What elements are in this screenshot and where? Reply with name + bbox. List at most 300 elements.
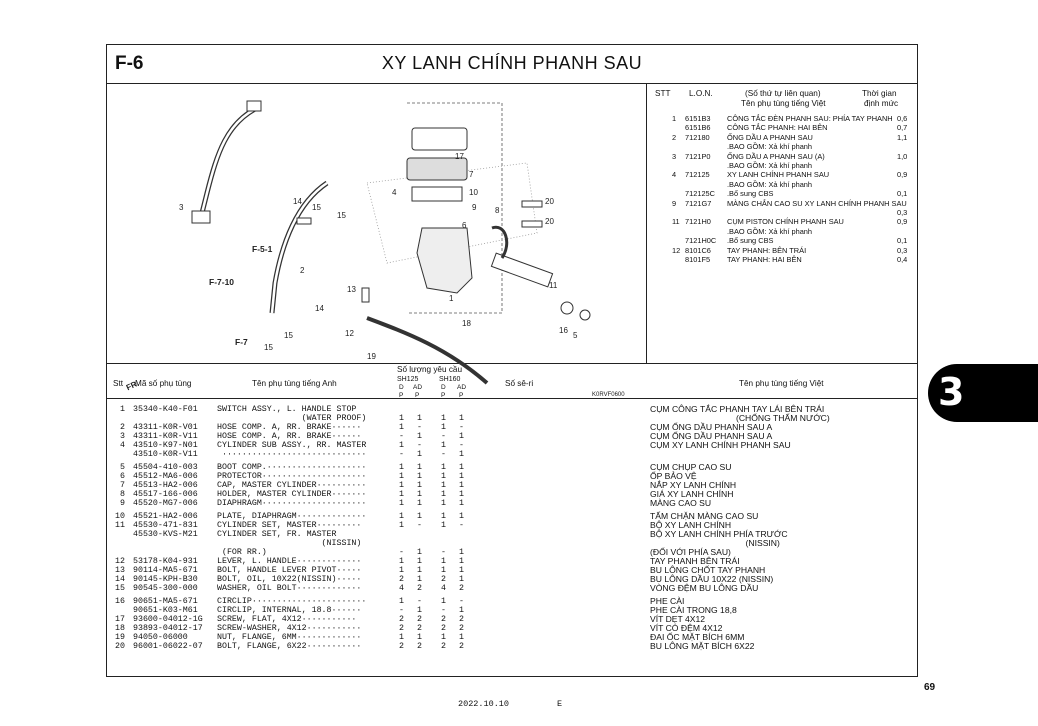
row-stt: 18 <box>115 624 125 633</box>
pivot-bolt-13 <box>362 288 369 302</box>
legend-row <box>647 161 917 170</box>
row-qty: 2 <box>459 642 464 651</box>
row-qty: 1 <box>399 512 404 521</box>
row-english-name: PLATE, DIAPHRAGM·············· <box>217 512 367 521</box>
row-english-name: CIRCLIP, INTERNAL, 18.8······ <box>217 606 362 615</box>
row-part-no: 90545-300-000 <box>133 584 198 593</box>
bolt-20b <box>522 221 542 227</box>
legend-lon: 8101F5 <box>685 255 711 264</box>
row-qty: - <box>399 548 404 557</box>
holder-8 <box>492 227 507 258</box>
row-vietnamese-name: MÀNG CAO SU <box>650 498 712 508</box>
row-stt: 9 <box>120 499 125 508</box>
cap-7 <box>412 128 467 150</box>
row-qty: 1 <box>417 463 422 472</box>
oil-bolt-14 <box>297 218 311 224</box>
row-stt: 5 <box>120 463 125 472</box>
legend-lon: 7121H0 <box>685 217 711 227</box>
section-tab <box>928 364 1038 422</box>
labor-legend <box>647 83 917 364</box>
table-row <box>107 548 917 557</box>
ref-f-7: F-7 <box>235 337 248 347</box>
table-row <box>107 432 917 441</box>
legend-time: 0,9 <box>897 170 908 180</box>
circlip-16 <box>561 302 573 314</box>
legend-lon: 712180 <box>685 132 710 142</box>
legend-desc: .Bổ sung CBS <box>727 236 774 246</box>
row-vietnamese-name: TAY PHANH BÊN TRÁI <box>650 556 740 566</box>
row-stt: 17 <box>115 615 125 624</box>
sub-ad2: AD <box>457 384 467 391</box>
row-qty: 1 <box>417 414 422 423</box>
row-qty: 2 <box>459 584 464 593</box>
sub-ad1: AD <box>413 384 423 391</box>
table-row <box>107 633 917 642</box>
row-qty: 1 <box>441 414 446 423</box>
sub-p3: P <box>441 392 446 399</box>
sub-p1: P <box>399 392 404 399</box>
row-english-name: BOLT, HANDLE LEVER PIVOT····· <box>217 566 362 575</box>
legend-row <box>647 152 917 161</box>
row-qty: 1 <box>417 575 422 584</box>
row-english-name: NUT, FLANGE, 6MM············· <box>217 633 362 642</box>
row-english-name: PROTECTOR····················· <box>217 472 367 481</box>
legend-desc: TAY PHANH: HAI BÊN <box>727 255 802 264</box>
legend-desc: XY LANH CHÍNH PHANH SAU <box>727 170 830 180</box>
row-part-no: 45520-MG7-006 <box>133 499 198 508</box>
legend-desc: .BAO GỒM: Xả khí phanh <box>727 226 813 236</box>
row-qty: 1 <box>399 566 404 575</box>
row-qty: - <box>441 450 446 459</box>
row-english-name: (FOR RR.) <box>217 548 267 557</box>
row-qty: 1 <box>441 441 446 450</box>
table-row <box>107 557 917 566</box>
legend-desc: TAY PHANH: BÊN TRÁI <box>727 245 807 255</box>
row-part-no: 53178-K04-931 <box>133 557 198 566</box>
legend-desc: ỐNG DẦU A PHANH SAU <box>727 132 813 142</box>
legend-row <box>647 246 917 255</box>
table-row <box>107 566 917 575</box>
callout-2: 2 <box>300 266 305 275</box>
callout-15b: 15 <box>337 211 346 220</box>
legend-col-lon: L.O.N. <box>689 89 713 98</box>
hose-3 <box>202 108 257 213</box>
row-qty: - <box>459 423 464 432</box>
row-part-no: 45504-410-003 <box>133 463 198 472</box>
callout-19: 19 <box>367 352 376 361</box>
row-english-name: CYLINDER SUB ASSY., RR. MASTER <box>217 441 367 450</box>
page-number: 69 <box>924 682 936 693</box>
legend-desc: CỤM PISTON CHÍNH PHANH SAU <box>727 217 844 227</box>
legend-row <box>647 180 917 189</box>
row-qty: - <box>459 441 464 450</box>
callout-15c: 15 <box>284 331 293 340</box>
row-qty: 1 <box>399 597 404 606</box>
diagram-callouts <box>179 152 578 361</box>
page-title: XY LANH CHÍNH PHANH SAU <box>381 53 643 73</box>
row-vietnamese-name: CỤM CÔNG TẮC PHANH TAY LÁI BÊN TRÁI <box>650 404 825 414</box>
row-qty: 1 <box>459 490 464 499</box>
row-qty: - <box>417 441 422 450</box>
row-qty: 1 <box>459 481 464 490</box>
model-sh125: SH125 <box>397 376 419 383</box>
footer-edition: E <box>557 699 563 709</box>
section-code: F-6 <box>115 53 144 74</box>
row-english-name: CYLINDER SET, FR. MASTER <box>217 530 337 539</box>
callout-6: 6 <box>462 221 467 230</box>
legend-lon: 6151B6 <box>685 123 711 133</box>
row-vietnamese-name: GIÁ XY LANH CHÍNH <box>650 489 734 499</box>
legend-desc: .BAO GỒM: Xả khí phanh <box>727 142 813 152</box>
sub-d2: D <box>441 384 446 391</box>
callout-4: 4 <box>392 188 397 197</box>
row-qty: 1 <box>399 557 404 566</box>
row-qty: - <box>399 450 404 459</box>
callout-16: 16 <box>559 326 568 335</box>
row-qty: 1 <box>441 481 446 490</box>
row-qty: 1 <box>459 512 464 521</box>
legend-row <box>647 255 917 264</box>
col-vietnamese-name: Tên phụ tùng tiếng Việt <box>739 379 824 388</box>
row-vietnamese-name: BU LÔNG CHỐT TAY PHANH <box>650 565 766 575</box>
row-vietnamese-name: VÒNG ĐỆM BU LÔNG DẦU <box>650 583 759 593</box>
row-qty: 1 <box>399 499 404 508</box>
row-part-no: 45530-KVS-M21 <box>133 530 198 539</box>
row-qty: 2 <box>459 624 464 633</box>
table-row <box>107 450 917 459</box>
row-english-name: BOLT, FLANGE, 6X22··········· <box>217 642 362 651</box>
row-vietnamese-name: BU LÔNG MẶT BÍCH 6X22 <box>650 641 755 651</box>
legend-row <box>647 208 917 217</box>
callout-14a: 14 <box>293 197 302 206</box>
row-qty: - <box>399 606 404 615</box>
legend-desc: ỐNG DẦU A PHANH SAU (A) <box>727 151 825 161</box>
row-qty: 1 <box>441 490 446 499</box>
row-qty: - <box>399 432 404 441</box>
model-sh160: SH160 <box>439 376 461 383</box>
legend-desc: CÔNG TẮC ĐÈN PHANH SAU: PHÍA TAY PHANH <box>727 114 893 123</box>
row-stt: 12 <box>115 557 125 566</box>
hose-fitting-lower <box>192 211 210 223</box>
row-qty: 4 <box>441 584 446 593</box>
row-qty: 1 <box>459 557 464 566</box>
callout-15a: 15 <box>312 203 321 212</box>
row-qty: 1 <box>459 499 464 508</box>
row-english-name: CYLINDER SET, MASTER········· <box>217 521 362 530</box>
row-qty: 1 <box>441 423 446 432</box>
cylinder-body-4 <box>417 228 472 293</box>
row-part-no: 45530-471-831 <box>133 521 198 530</box>
row-qty: 1 <box>417 606 422 615</box>
row-qty: 1 <box>459 606 464 615</box>
legend-desc: MÀNG CHẮN CAO SU XY LANH CHÍNH PHANH SAU <box>727 198 907 208</box>
row-qty: 2 <box>399 624 404 633</box>
legend-time: 1,0 <box>897 151 908 161</box>
table-header-divider <box>107 398 917 399</box>
diaphragm-9 <box>407 158 467 180</box>
ref-f-5-1: F-5-1 <box>252 244 273 254</box>
row-qty: 1 <box>417 499 422 508</box>
row-stt: 11 <box>115 521 125 530</box>
row-vietnamese-name: CỤM ỐNG DẦU PHANH SAU A <box>650 422 773 432</box>
col-stt: Stt <box>113 379 124 388</box>
row-qty: 1 <box>417 450 422 459</box>
col-part-no: Mã số phụ tùng <box>135 379 192 388</box>
row-vietnamese-name: CỤM CHỤP CAO SU <box>650 462 732 472</box>
legend-row <box>647 189 917 198</box>
row-part-no: 96001-06022-07 <box>133 642 203 651</box>
table-row <box>107 481 917 490</box>
row-qty: 1 <box>459 472 464 481</box>
plate-10 <box>412 187 462 201</box>
row-part-no: 90145-KPH-B30 <box>133 575 198 584</box>
table-row <box>107 615 917 624</box>
row-qty: 2 <box>417 642 422 651</box>
fr-arrow-label: FR. <box>124 378 141 393</box>
legend-lon: 7121H0C <box>685 236 717 246</box>
legend-lon: 712125 <box>685 170 710 180</box>
table-row <box>107 521 917 530</box>
row-qty: 1 <box>459 463 464 472</box>
legend-desc: .Bổ sung CBS <box>727 189 774 199</box>
legend-time: 0,9 <box>897 217 908 227</box>
legend-col-time-1: Thời gian <box>862 89 897 98</box>
row-vietnamese-name: CỤM ỐNG DẦU PHANH SAU A <box>650 431 773 441</box>
row-stt: 13 <box>115 566 125 575</box>
row-qty: 1 <box>459 414 464 423</box>
legend-desc: .BAO GỒM: Xả khí phanh <box>727 161 813 170</box>
row-qty: 1 <box>441 597 446 606</box>
row-qty: 1 <box>417 548 422 557</box>
row-vietnamese-name: VÍT DẸT 4X12 <box>650 614 706 624</box>
table-row <box>107 539 917 548</box>
legend-time: 0,1 <box>897 236 908 246</box>
row-english-name: LEVER, L. HANDLE············· <box>217 557 362 566</box>
legend-stt: 3 <box>672 151 677 161</box>
row-qty: 2 <box>417 615 422 624</box>
row-qty: 2 <box>399 642 404 651</box>
row-stt: 15 <box>115 584 125 593</box>
callout-8: 8 <box>495 206 500 215</box>
legend-lon: 8101C6 <box>685 245 711 255</box>
row-part-no: 43510-K0R-V11 <box>133 450 198 459</box>
callout-11: 11 <box>549 281 558 290</box>
row-qty: 1 <box>441 633 446 642</box>
row-vietnamese-name: TẤM CHẶN MÀNG CAO SU <box>650 511 759 521</box>
sub-p2: P <box>415 392 420 399</box>
row-qty: 2 <box>441 642 446 651</box>
row-qty: 1 <box>399 633 404 642</box>
row-english-name: (WATER PROOF) <box>217 414 367 423</box>
legend-time: 0,1 <box>897 189 908 199</box>
row-qty: 1 <box>399 490 404 499</box>
row-part-no: 35340-K40-F01 <box>133 405 198 414</box>
callout-7: 7 <box>469 170 474 179</box>
callout-18: 18 <box>462 319 471 328</box>
row-part-no: 90651-MA5-671 <box>133 597 198 606</box>
row-qty: 1 <box>441 566 446 575</box>
row-part-no: 93600-04012-1G <box>133 615 203 624</box>
ref-f-7-10: F-7-10 <box>209 277 235 287</box>
row-qty: 1 <box>417 557 422 566</box>
row-qty: 4 <box>399 584 404 593</box>
row-part-no: 45517-166-006 <box>133 490 198 499</box>
row-qty: 1 <box>399 414 404 423</box>
row-english-name: CIRCLIP······················· <box>217 597 367 606</box>
row-vietnamese-name: ĐAI ỐC MẶT BÍCH 6MM <box>650 632 745 642</box>
row-part-no: 43510-K97-N01 <box>133 441 198 450</box>
row-part-no: 43311-K0R-V11 <box>133 432 198 441</box>
sub-d1: D <box>399 384 404 391</box>
legend-lon: 7121P0 <box>685 151 711 161</box>
row-qty: 1 <box>441 463 446 472</box>
row-vietnamese-name: BU LÔNG DẦU 10X22 (NISSIN) <box>650 574 774 584</box>
table-row <box>107 584 917 593</box>
row-english-name: HOSE COMP. A, RR. BRAKE······ <box>217 423 362 432</box>
row-english-name: HOLDER, MASTER CYLINDER······· <box>217 490 367 499</box>
callout-12: 12 <box>345 329 354 338</box>
page-header <box>107 45 917 84</box>
table-row <box>107 597 917 606</box>
row-part-no: 43311-K0R-V01 <box>133 423 198 432</box>
row-qty: 2 <box>399 615 404 624</box>
row-vietnamese-name: PHE CÀI <box>650 596 685 606</box>
callout-20a: 20 <box>545 197 554 206</box>
table-row <box>107 414 917 423</box>
row-english-name: ····························· <box>217 450 367 459</box>
row-stt: 19 <box>115 633 125 642</box>
row-qty: 1 <box>417 566 422 575</box>
row-qty: - <box>459 521 464 530</box>
row-vietnamese-name: BỘ XY LANH CHÍNH <box>650 520 732 530</box>
legend-stt: 11 <box>672 217 680 227</box>
row-qty: 1 <box>459 548 464 557</box>
legend-lon: 6151B3 <box>685 114 711 123</box>
row-english-name: BOOT COMP.···················· <box>217 463 367 472</box>
hose-fitting <box>247 101 261 111</box>
legend-row <box>647 227 917 236</box>
legend-lon: 7121G7 <box>685 198 712 208</box>
sub-p4: P <box>459 392 464 399</box>
row-qty: - <box>417 597 422 606</box>
row-qty: 1 <box>459 566 464 575</box>
row-part-no: 45521-HA2-006 <box>133 512 198 521</box>
row-english-name: SWITCH ASSY., L. HANDLE STOP <box>217 405 357 414</box>
legend-col-stt: STT <box>655 89 671 98</box>
legend-row <box>647 133 917 142</box>
row-qty: 1 <box>399 463 404 472</box>
row-vietnamese-name: (CHỐNG THẤM NƯỚC) <box>650 413 830 423</box>
row-qty: 1 <box>417 432 422 441</box>
table-row <box>107 530 917 539</box>
col-quantity: Số lượng yêu cầu <box>397 365 463 374</box>
table-row <box>107 499 917 508</box>
row-qty: 2 <box>441 575 446 584</box>
row-qty: 1 <box>441 512 446 521</box>
legend-lon: 712125C <box>685 189 715 199</box>
row-qty: 1 <box>399 481 404 490</box>
row-qty: 1 <box>441 557 446 566</box>
legend-row <box>647 217 917 226</box>
row-english-name: DIAPHRAGM····················· <box>217 499 367 508</box>
callout-3: 3 <box>179 203 184 212</box>
row-vietnamese-name: ỐP BẢO VỆ <box>650 471 697 481</box>
row-vietnamese-name: (ĐỐI VỚI PHÍA SAU) <box>650 547 731 557</box>
table-row <box>107 575 917 584</box>
row-qty: - <box>441 606 446 615</box>
row-stt: 1 <box>120 405 125 414</box>
row-english-name: WASHER, OIL BOLT············· <box>217 584 362 593</box>
row-qty: 1 <box>399 521 404 530</box>
legend-time: 0,7 <box>897 123 908 133</box>
legend-row <box>647 170 917 179</box>
legend-stt: 12 <box>672 245 681 255</box>
col-serial: Số sê-ri <box>505 379 534 388</box>
row-stt: 20 <box>115 642 125 651</box>
table-row <box>107 512 917 521</box>
row-part-no: 90651-K03-M61 <box>133 606 198 615</box>
legend-row <box>647 114 917 123</box>
row-qty: 2 <box>417 624 422 633</box>
row-stt: 8 <box>120 490 125 499</box>
legend-stt: 1 <box>672 114 677 123</box>
row-qty: - <box>417 423 422 432</box>
row-english-name: (NISSIN) <box>217 539 362 548</box>
row-stt: 14 <box>115 575 125 584</box>
row-qty: 1 <box>459 633 464 642</box>
row-qty: 1 <box>417 512 422 521</box>
table-row <box>107 490 917 499</box>
callout-20b: 20 <box>545 217 554 226</box>
row-qty: 1 <box>441 521 446 530</box>
row-english-name: CAP, MASTER CYLINDER·········· <box>217 481 367 490</box>
callout-15d: 15 <box>264 343 273 352</box>
legend-time: 0,6 <box>897 114 908 123</box>
row-vietnamese-name: VÍT CÓ ĐỆM 4X12 <box>650 623 723 633</box>
row-english-name: HOSE COMP. A, RR. BRAKE······ <box>217 432 362 441</box>
bolt-20a <box>522 201 542 207</box>
legend-row <box>647 142 917 151</box>
legend-time: 0,3 <box>897 208 908 217</box>
row-qty: 2 <box>441 615 446 624</box>
row-qty: 2 <box>459 615 464 624</box>
legend-row <box>647 123 917 132</box>
row-vietnamese-name: PHE CÀI TRONG 18,8 <box>650 605 737 615</box>
row-qty: 1 <box>417 490 422 499</box>
table-row <box>107 624 917 633</box>
legend-desc: .BAO GỒM: Xả khí phanh <box>727 179 813 189</box>
row-qty: 1 <box>417 633 422 642</box>
table-row <box>107 423 917 432</box>
row-qty: 2 <box>441 624 446 633</box>
boot-5 <box>580 310 590 320</box>
row-qty: - <box>417 521 422 530</box>
row-vietnamese-name: NẮP XY LANH CHÍNH <box>650 480 737 490</box>
row-qty: 1 <box>417 472 422 481</box>
row-qty: 1 <box>459 450 464 459</box>
footer-date: 2022.10.10 <box>458 699 510 709</box>
row-qty: 1 <box>459 575 464 584</box>
row-qty: 1 <box>459 432 464 441</box>
row-part-no: 94050-06000 <box>133 633 188 642</box>
row-vietnamese-name: BỘ XY LANH CHÍNH PHÍA TRƯỚC <box>650 529 788 539</box>
row-part-no: 45512-MA6-006 <box>133 472 198 481</box>
row-stt: 16 <box>115 597 125 606</box>
legend-time: 0,4 <box>897 255 908 264</box>
row-part-no: 90114-MA5-671 <box>133 566 198 575</box>
row-qty: - <box>459 597 464 606</box>
callout-1: 1 <box>449 294 454 303</box>
